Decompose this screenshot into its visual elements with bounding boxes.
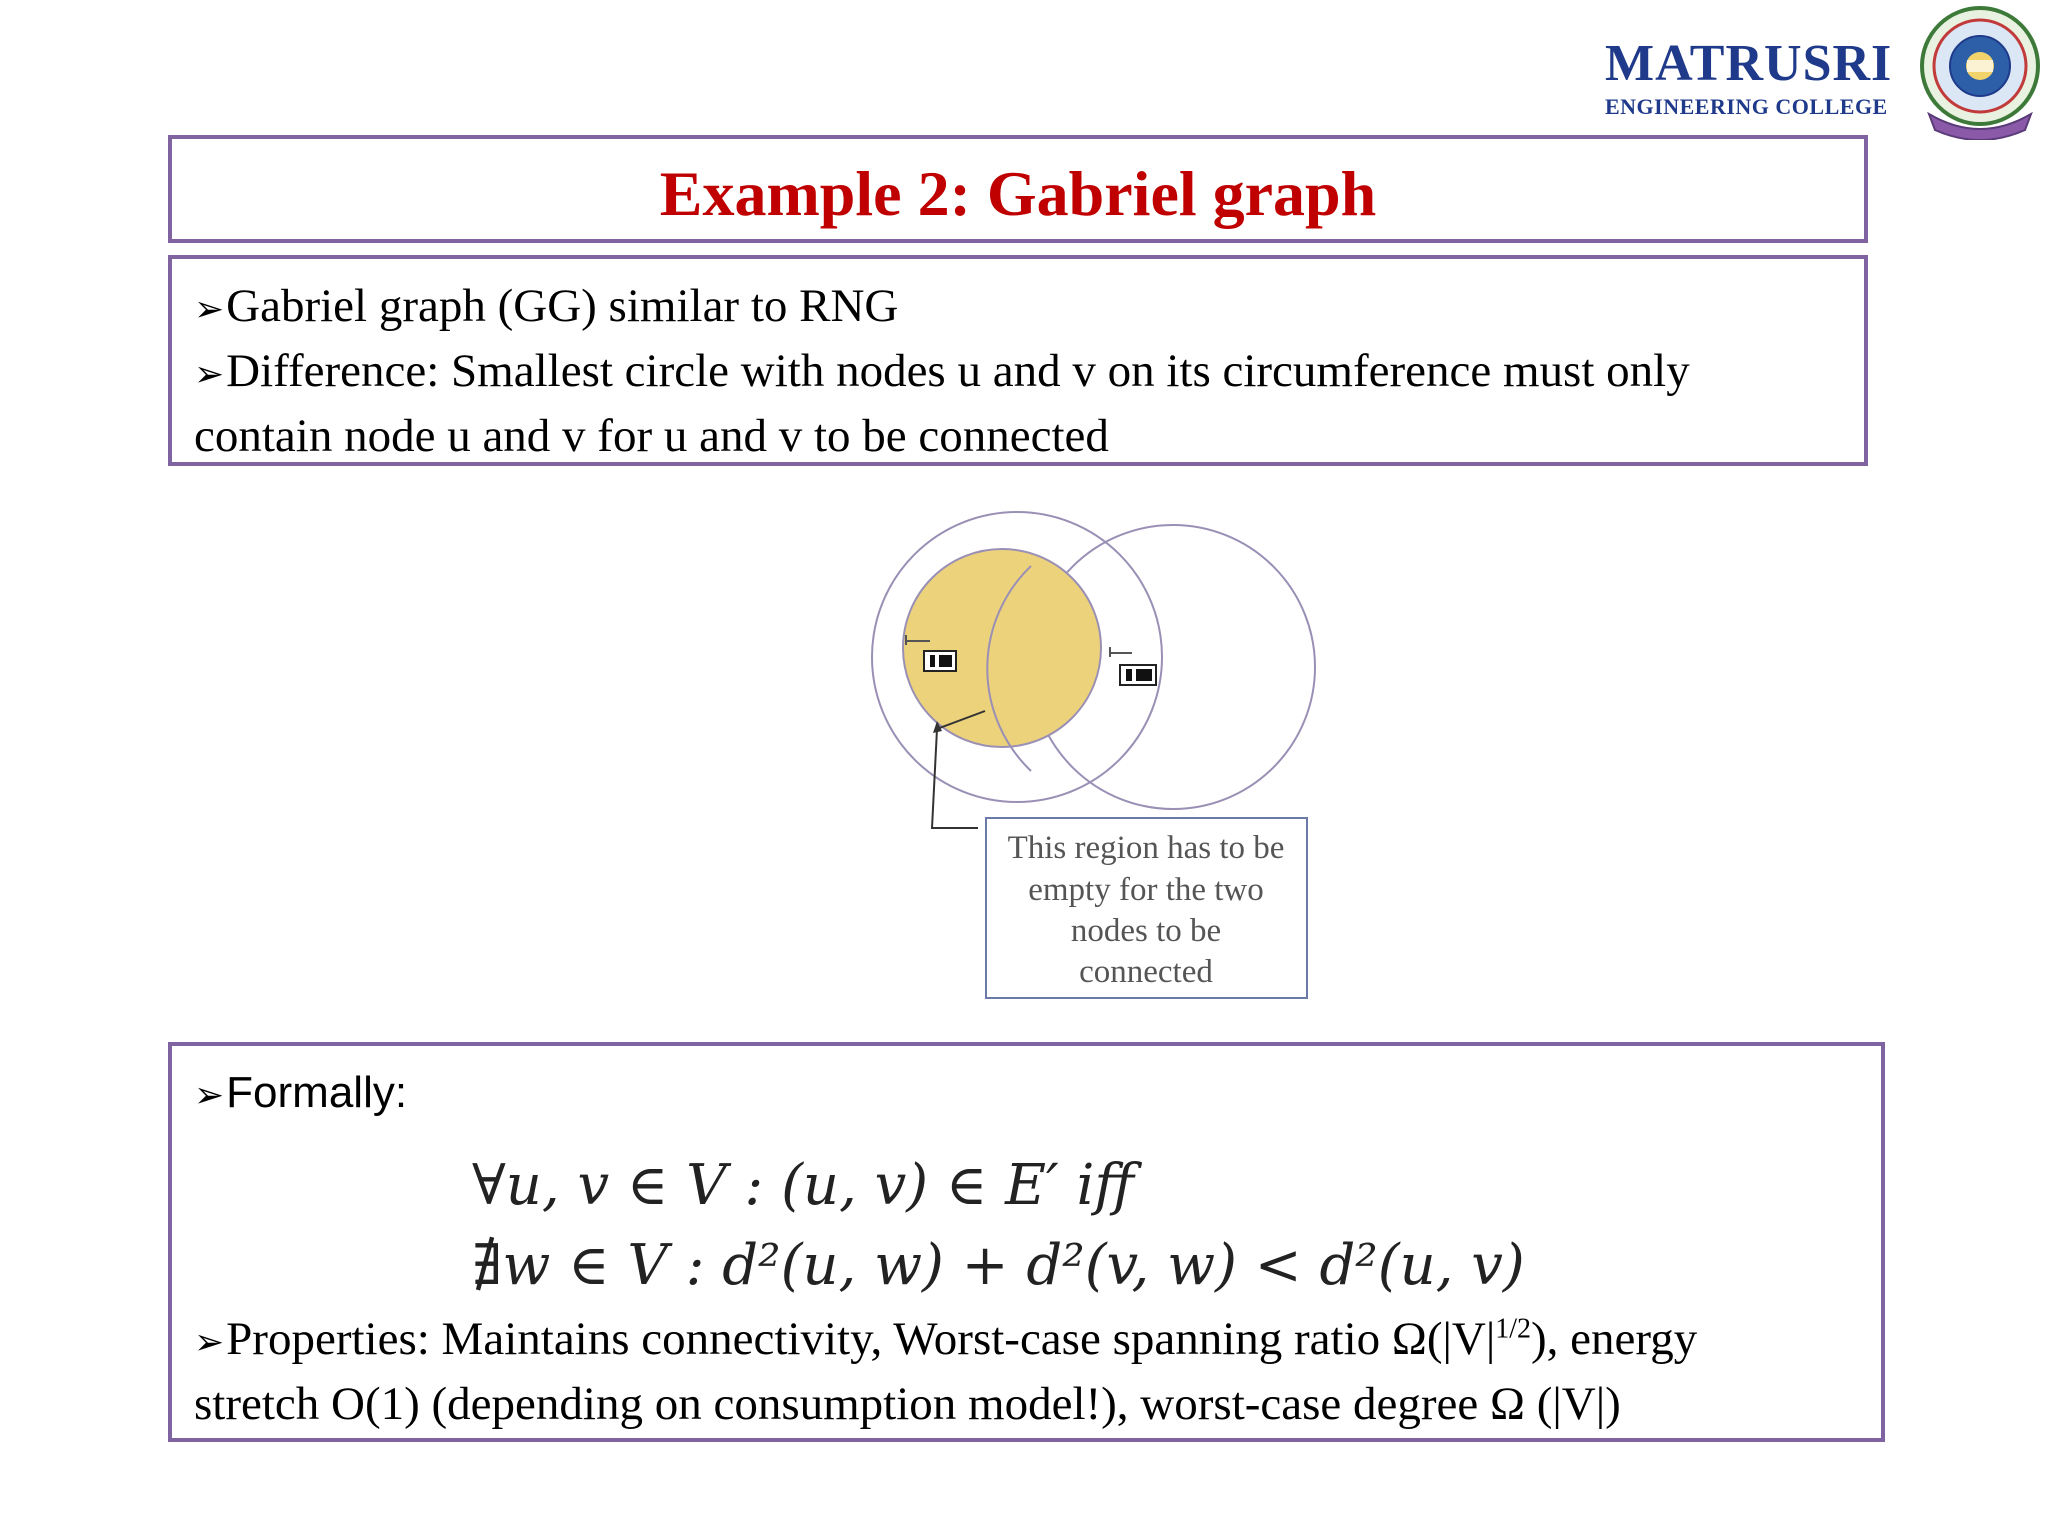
arrowhead-bullet-icon: ➢ [194,289,225,329]
logo-subtitle: ENGINEERING COLLEGE [1605,94,1888,119]
arrowhead-bullet-icon: ➢ [194,1322,225,1362]
gabriel-graph-diagram [780,505,1320,1010]
logo-name: MATRUSRI [1605,35,1893,92]
properties-line-1 [194,1308,1697,1373]
formally-label: Formally: [226,1068,408,1117]
gabriel-region [903,549,1101,747]
node-v-icon [1110,647,1156,685]
properties-line-2: stretch O(1) (depending on consumption model!), worst-case degree Ω (|V|) [194,1378,1621,1430]
callout-line-3: nodes to be [1070,913,1222,949]
bullet-line-2-continued: contain node u and v for u and v to be connected [194,410,1109,462]
properties-part-a: Properties: Maintains connectivity, Worst-case spanning ratio Ω(|V| [226,1313,1496,1365]
formally-line [194,1068,407,1118]
bullet-text-1: Gabriel graph (GG) similar to RNG [226,280,899,332]
title-box [168,135,1868,243]
formula-line-2: ∄w ∈ V : d²(u, w) + d²(v, w) < d²(u, v) [472,1233,1525,1298]
slide-title: Example 2: Gabriel graph [659,158,1377,229]
bullet-text-2: Difference: Smallest circle with nodes u and v on its circumference must only [226,345,1690,397]
bullet-line-2 [194,340,1690,405]
arrowhead-bullet-icon: ➢ [194,354,225,394]
formula-line-1: ∀u, v ∈ V : (u, v) ∈ E′ iff [472,1153,1135,1218]
intro-box [168,255,1868,466]
college-logo [1595,0,2048,145]
properties-text [194,1308,1697,1435]
arrowhead-bullet-icon: ➢ [194,1074,225,1115]
college-seal-icon [1917,4,2043,140]
formal-definition-box [168,1042,1885,1442]
properties-exponent: 1/2 [1495,1313,1532,1345]
callout-line-2: empty for the two [1028,872,1264,908]
bullet-line-1 [194,275,1690,340]
gabriel-formula [472,1146,1525,1306]
callout-line-4: connected [1079,954,1213,990]
callout-line-1: This region has to be [1007,830,1285,866]
properties-part-b: ), energy [1531,1313,1698,1365]
